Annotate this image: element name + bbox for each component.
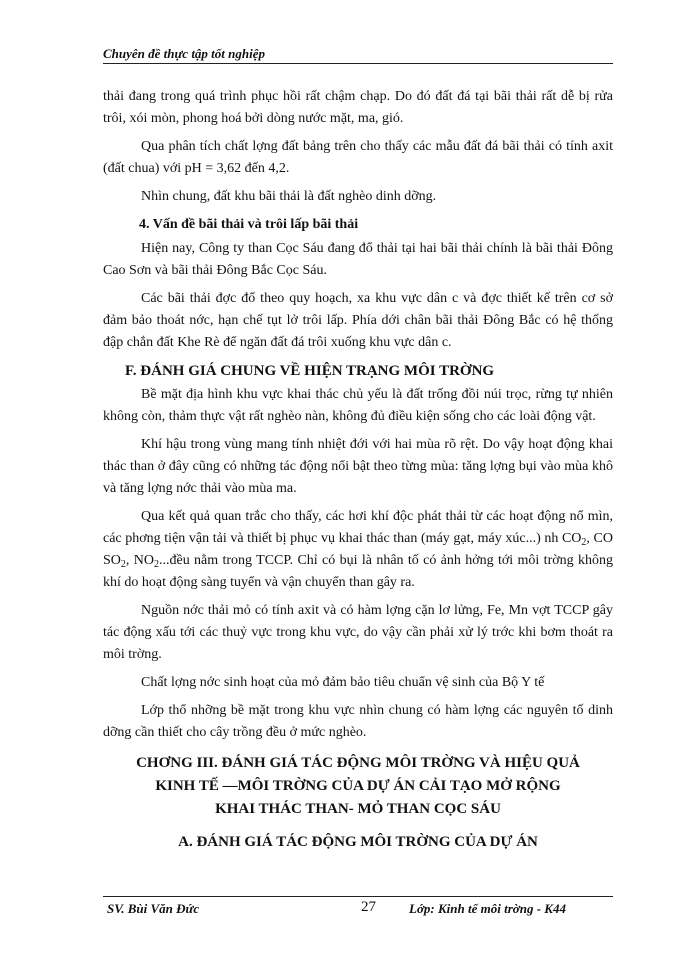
paragraph-10: Chất lợng nớc sinh hoạt của mỏ đảm bảo tiêu chuẩn vệ sinh của Bộ Y tế	[141, 675, 545, 690]
subscript-3: 2	[153, 559, 159, 570]
paragraph-5: Các bãi thải đợc đổ theo quy hoạch, xa khu vực dân c và đợc thiết kế trên cơ sở đảm bảo thoát nớc, hạn chế tụt lở trôi lấp. Phía dới chân bãi thải Đông Bắc có hệ thống đập chắn đất Khe Rè để ngăn đất đá trôi xuống khu vực dân c.	[103, 291, 613, 350]
footer-class: Lớp: Kinh tế môi trờng - K44	[409, 901, 566, 916]
paragraph-7: Khí hậu trong vùng mang tính nhiệt đới với hai mùa rõ rệt. Do vậy hoạt động khai thác than ở đây cũng có những tác động nổi bật theo từng mùa: tăng lợng bụi vào mùa khô và tăng lợng nớc thải vào mùa ma.	[103, 437, 613, 496]
paragraph-3: Nhìn chung, đất khu bãi thải là đất nghèo dinh dỡng.	[141, 189, 437, 204]
paragraph-9: Nguồn nớc thải mỏ có tính axit và có hàm lợng cặn lơ lửng, Fe, Mn vợt TCCP gây tác động xấu tới các thuỷ vực trong khu vực, do vậy cần phải xử lý trớc khi bơm thoát ra môi trờng.	[103, 603, 613, 662]
subscript-2: 2	[120, 559, 126, 570]
paragraph-11: Lớp thổ nhỡng bề mặt trong khu vực nhìn chung có hàm lợng các nguyên tố dinh dỡng cần thiết cho cây trồng đều ở mức nghèo.	[103, 703, 613, 740]
footer-author: SV. Bùi Văn Đức	[107, 901, 200, 916]
subscript-1: 2	[581, 537, 587, 548]
document-body	[103, 86, 613, 853]
chapter-line-1: CHƠNG III. ĐÁNH GIÁ TÁC ĐỘNG MÔI TRỜNG VÀ HIỆU QUẢ	[136, 755, 580, 771]
chapter-heading	[103, 752, 613, 821]
paragraph-1: thải đang trong quá trình phục hồi rất chậm chạp. Do đó đất đá tại bãi thải rất dễ bị rửa trôi, xói mòn, phong hoá bởi dòng nước mặt, ma, gió.	[103, 89, 613, 126]
page-number: 27	[361, 899, 376, 915]
section-heading-4: 4. Vấn đề bãi thải và trôi lấp bãi thải	[139, 217, 359, 232]
paragraph-2: Qua phân tích chất lợng đất bảng trên cho thấy các mẫu đất đá bãi thải có tính axit (đất chua) với pH = 3,62 đến 4,2.	[103, 139, 613, 176]
section-heading-a: A. ĐÁNH GIÁ TÁC ĐỘNG MÔI TRỜNG CỦA DỰ ÁN	[178, 834, 538, 850]
header-title: Chuyên đề thực tập tốt nghiệp	[103, 46, 265, 61]
paragraph-4: Hiện nay, Công ty than Cọc Sáu đang đổ thải tại hai bãi thải chính là bãi thải Đông Cao Sơn và bãi thải Đông Bắc Cọc Sáu.	[103, 241, 613, 278]
paragraph-8-text-c: , NO	[125, 553, 154, 568]
section-heading-f: F. ĐÁNH GIÁ CHUNG VỀ HIỆN TRẠNG MÔI TRỜNG	[125, 363, 495, 379]
page-footer	[103, 896, 613, 919]
paragraph-8-text-d: ...đều nằm trong TCCP. Chỉ có bụi là nhân tố có ảnh hởng tới môi trờng không khí do hoạt động sàng tuyển và vận chuyển than gây ra.	[103, 553, 613, 590]
paragraph-8	[103, 506, 613, 594]
paragraph-8-text-a: Qua kết quả quan trắc cho thấy, các hơi khí độc phát thải từ các hoạt động nổ mìn, các phơng tiện vận tải và thiết bị phục vụ khai thác than (máy gạt, máy xúc...) nh CO	[103, 509, 613, 546]
paragraph-8-text-b: , CO SO	[103, 531, 613, 568]
chapter-line-2: KINH TẾ —MÔI TRỜNG CỦA DỰ ÁN CẢI TẠO MỞ RỘNG	[155, 778, 561, 794]
page-header	[103, 45, 613, 64]
paragraph-6: Bề mặt địa hình khu vực khai thác chủ yếu là đất trống đồi núi trọc, rừng tự nhiên không còn, thảm thực vật rất nghèo nàn, không đủ điều kiện sống cho các loài động vật.	[103, 387, 613, 424]
chapter-line-3: KHAI THÁC THAN- MỎ THAN CỌC SÁU	[215, 801, 501, 817]
